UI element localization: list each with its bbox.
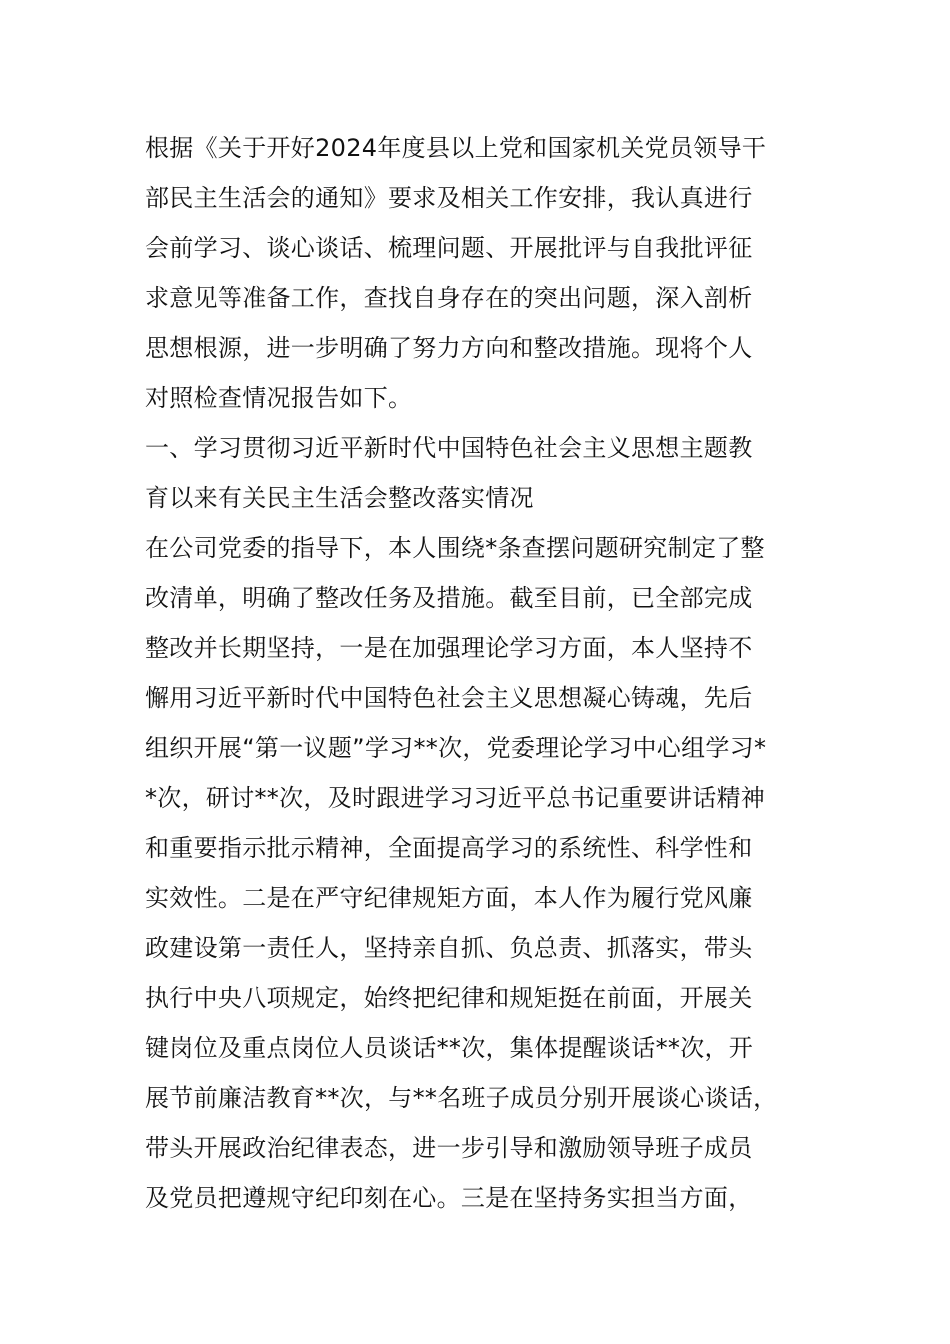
text-line: 求意见等准备工作，查找自身存在的突出问题，深入剖析 xyxy=(145,284,753,312)
body-text xyxy=(145,123,835,1223)
text-line: 对照检查情况报告如下。 xyxy=(145,384,413,412)
text-line: 实效性。二是在严守纪律规矩方面，本人作为履行党风廉 xyxy=(145,884,753,912)
text-line: 懈用习近平新时代中国特色社会主义思想凝心铸魂，先后 xyxy=(145,684,753,712)
section-heading-line: 育以来有关民主生活会整改落实情况 xyxy=(145,484,534,512)
text-line: 政建设第一责任人，坚持亲自抓、负总责、抓落实，带头 xyxy=(145,934,753,962)
text-line: 执行中央八项规定，始终把纪律和规矩挺在前面，开展关 xyxy=(145,984,753,1012)
text-line: 和重要指示批示精神，全面提高学习的系统性、科学性和 xyxy=(145,834,753,862)
text-line: 带头开展政治纪律表态，进一步引导和激励领导班子成员 xyxy=(145,1134,753,1162)
text-line: 改清单，明确了整改任务及措施。截至目前，已全部完成 xyxy=(145,584,753,612)
text-line: 组织开展“第一议题”学习**次，党委理论学习中心组学习* xyxy=(145,734,767,762)
text-line: 展节前廉洁教育**次，与**名班子成员分别开展谈心谈话， xyxy=(145,1084,778,1112)
text-line: 整改并长期坚持，一是在加强理论学习方面，本人坚持不 xyxy=(145,634,753,662)
text-line: 思想根源，进一步明确了努力方向和整改措施。现将个人 xyxy=(145,334,753,362)
text-line: 在公司党委的指导下，本人围绕*条查摆问题研究制定了整 xyxy=(145,534,765,562)
text-line: 部民主生活会的通知》要求及相关工作安排，我认真进行 xyxy=(145,184,753,212)
text-line: 会前学习、谈心谈话、梳理问题、开展批评与自我批评征 xyxy=(145,234,753,262)
text-line: *次，研讨**次，及时跟进学习习近平总书记重要讲话精神 xyxy=(145,784,766,812)
text-line: 根据《关于开好2024年度县以上党和国家机关党员领导干 xyxy=(145,134,767,162)
text-line: 键岗位及重点岗位人员谈话**次，集体提醒谈话**次，开 xyxy=(145,1034,754,1062)
text-line: 及党员把遵规守纪印刻在心。三是在坚持务实担当方面， xyxy=(145,1184,753,1212)
section-heading-line: 一、学习贯彻习近平新时代中国特色社会主义思想主题教 xyxy=(145,434,753,462)
